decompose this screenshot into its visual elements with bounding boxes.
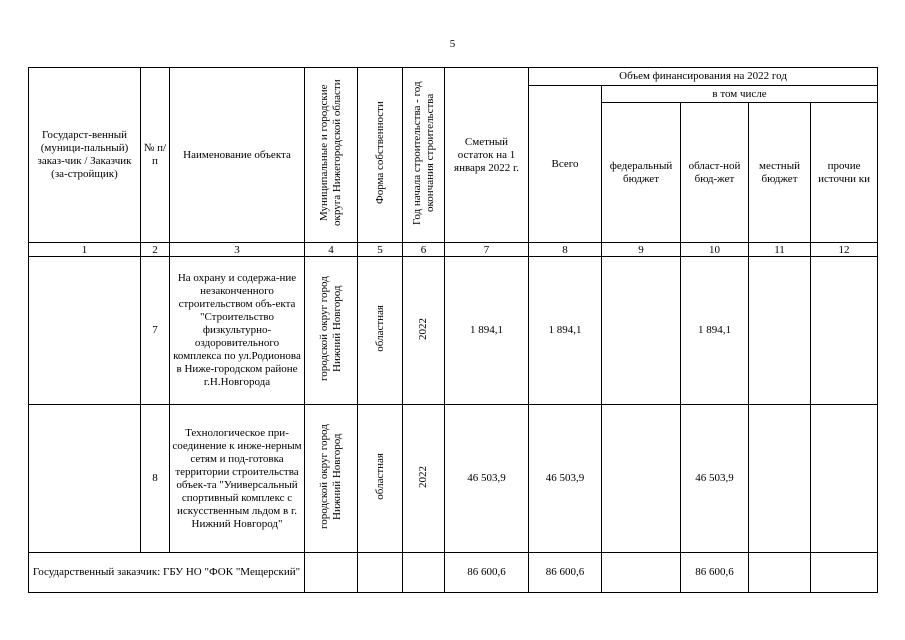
row-local [749,405,811,553]
header-num: № п/п [141,68,170,243]
header-including: в том числе [602,86,878,103]
col-number: 5 [358,243,403,257]
col-number: 9 [602,243,681,257]
col-number: 8 [529,243,602,257]
header-estimate: Сметный остаток на 1 января 2022 г. [445,68,529,243]
column-numbers-row [29,243,878,257]
row-estimate: 46 503,9 [445,405,529,553]
row-num: 8 [141,405,170,553]
row-municipality-cell [305,257,358,405]
row-municipality: городской округ город Нижний Новгород [318,276,343,381]
header-total: Всего [529,86,602,243]
header-federal: федеральный бюджет [602,103,681,243]
row-ownership-cell [358,405,403,553]
table-row [29,405,878,553]
row-customer [29,257,141,405]
summary-empty [358,553,403,593]
summary-regional: 86 600,6 [681,553,749,593]
col-number: 4 [305,243,358,257]
row-municipality-cell [305,405,358,553]
col-number: 7 [445,243,529,257]
header-object-name: Наименование объекта [170,68,305,243]
row-customer [29,405,141,553]
table-row [29,257,878,405]
header-customer: Государст-венный (муници-пальный) заказ-чик / Заказчик (за-стройщик) [29,68,141,243]
row-other [811,257,878,405]
header-other: прочие источни ки [811,103,878,243]
header-regional: област-ной бюд-жет [681,103,749,243]
row-local [749,257,811,405]
header-municipality: Муниципальные и городские округа Нижегородской области [318,79,343,227]
financing-table [28,67,878,593]
header-years: Год начала строительства - год окончания строительства [410,81,436,225]
row-year-cell [403,257,445,405]
col-number: 1 [29,243,141,257]
col-number: 10 [681,243,749,257]
row-other [811,405,878,553]
header-ownership-cell [358,68,403,243]
page-number: 5 [449,38,456,50]
row-ownership: областная [373,305,386,352]
summary-empty [403,553,445,593]
row-ownership-cell [358,257,403,405]
row-regional: 1 894,1 [681,257,749,405]
summary-federal [602,553,681,593]
summary-label: Государственный заказчик: ГБУ НО "ФОК "Мещерский" [29,553,305,593]
row-total: 1 894,1 [529,257,602,405]
summary-local [749,553,811,593]
summary-total: 86 600,6 [529,553,602,593]
row-federal [602,405,681,553]
col-number: 2 [141,243,170,257]
col-number: 12 [811,243,878,257]
col-number: 6 [403,243,445,257]
header-ownership: Форма собственности [373,101,386,205]
row-regional: 46 503,9 [681,405,749,553]
row-year: 2022 [417,465,429,488]
row-year-cell [403,405,445,553]
header-financing: Объем финансирования на 2022 год [529,68,878,86]
row-object-name: На охрану и содержа-ние незаконченного строительством объ-екта "Строительство физкультурно-оздоровительного комплекса по ул.Родионова в Ниже-городском районе г.Н.Новгорода [170,257,305,405]
col-number: 11 [749,243,811,257]
row-num: 7 [141,257,170,405]
row-object-name: Технологическое при-соединение к инже-нерным сетям и под-готовка территории строительства объек-та "Универсальный спортивный комплекс с искусственным льдом в г. Нижний Новгород" [170,405,305,553]
row-estimate: 1 894,1 [445,257,529,405]
row-federal [602,257,681,405]
row-municipality: городской округ город Нижний Новгород [318,424,343,529]
summary-empty [305,553,358,593]
row-year: 2022 [417,317,429,340]
header-municipality-cell [305,68,358,243]
header-years-cell [403,68,445,243]
row-total: 46 503,9 [529,405,602,553]
header-local: местный бюджет [749,103,811,243]
summary-row [29,553,878,593]
col-number: 3 [170,243,305,257]
summary-estimate: 86 600,6 [445,553,529,593]
row-ownership: областная [373,453,386,500]
summary-other [811,553,878,593]
